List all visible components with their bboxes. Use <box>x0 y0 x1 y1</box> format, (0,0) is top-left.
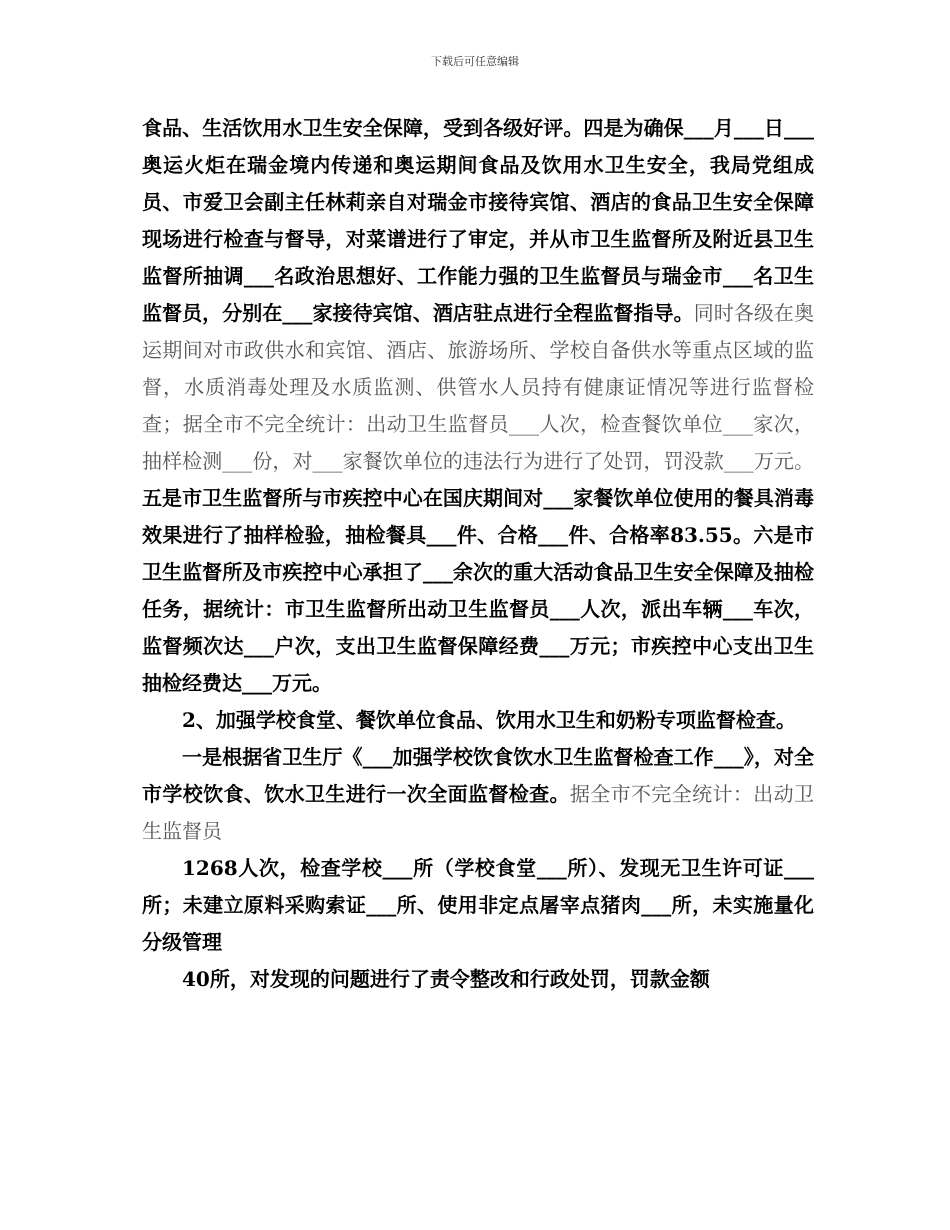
paragraph-1-run-2: 同时各级在奥运期间对市政供水和宾馆、酒店、旅游场所、学校自备供水等重点区域的监督，水质消毒处理及水质监测、供管水人员持有健康证情况等进行监督检查；据全市不完全统计：出动卫生监督员___人次，检查餐饮单位___家次，抽样检测___份，对___家餐饮单位的违法行为进行了处罚，罚没款___万元。 <box>142 301 814 473</box>
paragraph-1-run-3: 五是市卫生监督所与市疾控中心在国庆期间对___家餐饮单位使用的餐具消毒效果进行了抽样检验，抽检餐具___件、合格___件、合格率83.55。六是市卫生监督所及市疾控中心承担了___余次的重大活动食品卫生安全保障及抽检任务，据统计：市卫生监督所出动卫生监督员___人次，派出车辆___车次，监督频次达___户次，支出卫生监督保障经费___万元；市疾控中心支出卫生抽检经费达___万元。 <box>142 486 814 695</box>
paragraph-3-run-1: 一是根据省卫生厅《___加强学校饮食饮水卫生监督检查工作___》，对全市学校饮食、饮水卫生进行一次全面监督检查。 <box>142 745 814 806</box>
paragraph-5-run-1: 40所，对发现的问题进行了责令整改和行政处罚，罚款金额 <box>182 967 710 991</box>
document-body <box>142 110 814 998</box>
paragraph-1-run-1: 食品、生活饮用水卫生安全保障，受到各级好评。四是为确保___月___日___奥运火炬在瑞金境内传递和奥运期间食品及饮用水卫生安全，我局党组成员、市爱卫会副主任林莉亲自对瑞金市接待宾馆、酒店的食品卫生安全保障现场进行检查与督导，对菜谱进行了审定，并从市卫生监督所及附近县卫生监督所抽调___名政治思想好、工作能力强的卫生监督员与瑞金市___名卫生监督员，分别在___家接待宾馆、酒店驻点进行全程监督指导。 <box>142 116 814 325</box>
paragraph-5 <box>142 961 814 998</box>
paragraph-4 <box>142 850 814 961</box>
paragraph-1 <box>142 110 814 702</box>
paragraph-2-run-1: 2、加强学校食堂、餐饮单位食品、饮用水卫生和奶粉专项监督检查。 <box>182 708 796 732</box>
paragraph-3 <box>142 739 814 850</box>
paragraph-4-run-1: 1268人次，检查学校___所（学校食堂___所）、发现无卫生许可证___所；未建立原料采购索证___所、使用非定点屠宰点猪肉___所，未实施量化分级管理 <box>142 856 814 954</box>
page-header: 下载后可任意编辑 <box>431 55 519 68</box>
paragraph-2 <box>142 702 814 739</box>
paragraph-3-run-2: 据全市不完全统计：出动卫生监督员 <box>142 782 814 843</box>
